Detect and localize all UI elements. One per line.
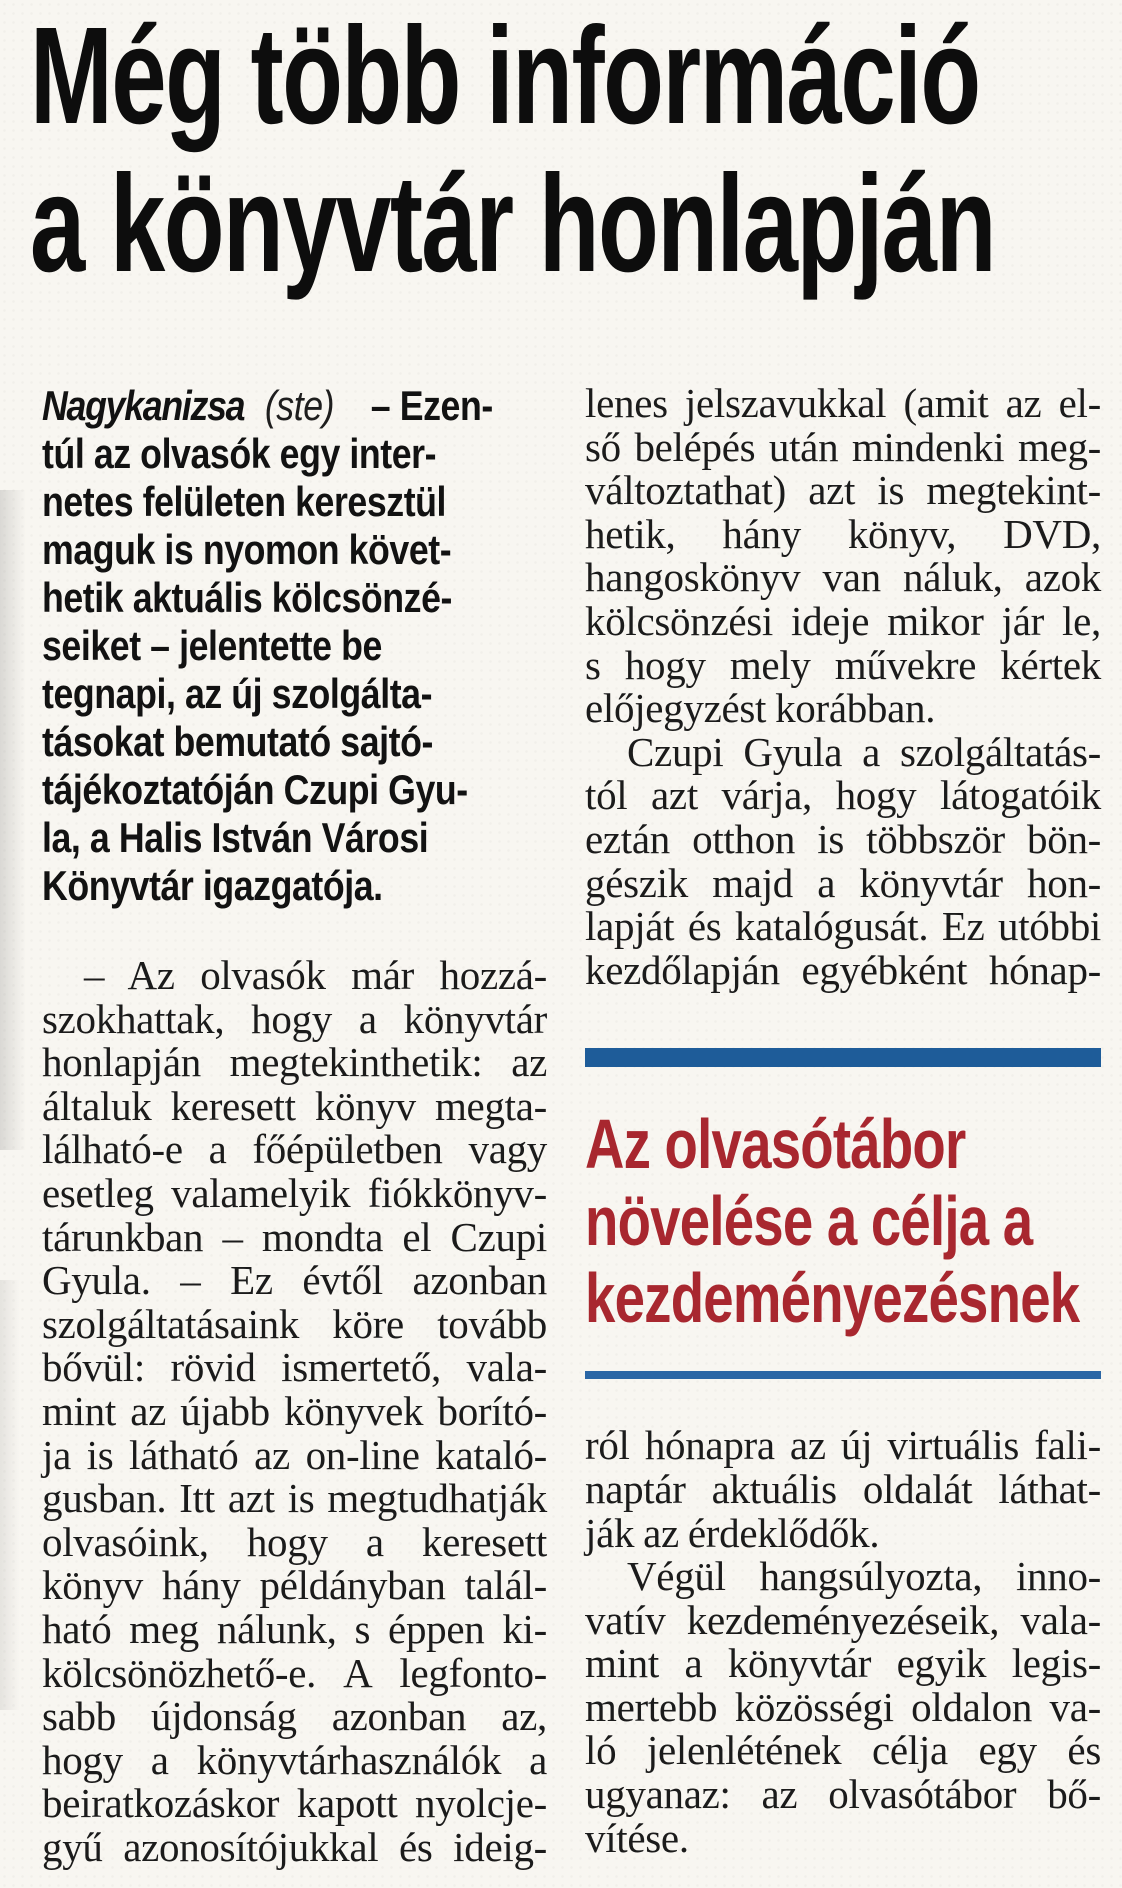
text-line: ló jelenlétének célja egy és [585, 1727, 1101, 1774]
text-line: túl az olvasók egy inter- [42, 430, 437, 477]
text-line: mint az újabb könyvek borító- [42, 1387, 547, 1434]
text-line: naptár aktuális oldalát láthat- [585, 1465, 1101, 1512]
text-line: növelése a célja a [585, 1182, 1033, 1261]
paragraph-calendar [585, 1424, 1101, 1555]
text-line: kölcsönzési ideje mikor jár le, [585, 597, 1101, 644]
column-right [585, 382, 1101, 1860]
text-line: – Az olvasók már hozzá- [84, 952, 547, 998]
text-line: tól azt várja, hogy látogatóik [585, 772, 1101, 819]
text-line: Könyvtár igazgatója. [42, 862, 383, 909]
text-line: hetik, hány könyv, DVD, [585, 510, 1101, 557]
lead-lines [42, 430, 549, 910]
headline-line-2: a könyvtár honlapján [30, 147, 996, 301]
text-line: tegnapi, az új szolgálta- [42, 670, 433, 717]
headline-line-1: Még több információ [30, 0, 980, 153]
paragraph-closing [585, 1555, 1101, 1860]
text-line: előjegyzést korábban. [585, 685, 936, 732]
byline-initials: (ste) [264, 382, 335, 429]
text-line: tájékoztatóján Czupi Gyu- [42, 766, 468, 813]
headline-row [30, 0, 1122, 153]
text-line: gusban. Itt azt is megtudhatják [42, 1475, 547, 1522]
text-line: gyű azonosítójukkal és ideig- [42, 1823, 547, 1870]
text-line: hogy a könyvtárhasználók a [42, 1736, 547, 1783]
pull-quote-bottom-rule [585, 1371, 1101, 1379]
text-line: lálható-e a főépületben vagy [42, 1126, 547, 1173]
text-line: változtathat) azt is megtekint- [585, 467, 1101, 514]
text-line: szolgáltatásaink köre tovább [42, 1300, 547, 1347]
text-line: sabb újdonság azonban az, [42, 1693, 547, 1740]
column-left [42, 382, 547, 1869]
text-line: ugyanaz: az olvasótábor bő- [585, 1771, 1101, 1818]
text-line: mertebb közösségi oldalon va- [585, 1683, 1101, 1730]
text-line: esetleg valamelyik fiókkönyv- [42, 1169, 547, 1216]
paragraph-interview [42, 954, 547, 1869]
article-headline [30, 0, 1122, 304]
text-line: vítése. [585, 1814, 689, 1861]
text-line: eztán otthon is többször bön- [585, 815, 1101, 862]
text-line: lenes jelszavukkal (amit az el- [585, 380, 1101, 426]
text-line: hangoskönyv van náluk, azok [585, 554, 1101, 601]
text-line: kölcsönözhető-e. A legfonto- [42, 1649, 547, 1696]
text-line: vatív kezdeményezéseik, vala- [585, 1596, 1101, 1643]
text-line: könyv hány példányban talál- [42, 1562, 547, 1609]
text-line: mint a könyvtár egyik legis- [585, 1640, 1101, 1687]
text-line: netes felületen keresztül [42, 478, 447, 525]
scan-smudge [0, 1280, 20, 1710]
text-line: honlapján megtekinthetik: az [42, 1039, 547, 1086]
text-line: tárunkban – mondta el Czupi [42, 1213, 547, 1260]
paragraph-czupi-expectation [585, 728, 1101, 993]
text-line: ja is látható az on-line kataló- [42, 1431, 547, 1478]
paragraph-continuation [585, 382, 1101, 731]
text-line: lapját és katalógusát. Ez utóbbi [585, 903, 1101, 950]
text-line: szokhattak, hogy a könyvtár [42, 995, 547, 1042]
lead-first-line-text: – Ezen- [370, 382, 493, 429]
text-line: általuk keresett könyv megta- [42, 1082, 547, 1129]
text-line: tásokat bemutató sajtó- [42, 718, 433, 765]
headline-row [30, 147, 1122, 301]
text-line: bővül: rövid ismertető, vala- [42, 1344, 547, 1391]
text-line: Végül hangsúlyozta, inno- [627, 1553, 1101, 1600]
pull-quote-text [585, 1106, 1101, 1337]
text-line: ható meg nálunk, s éppen ki- [42, 1605, 547, 1652]
lead-paragraph [42, 382, 549, 910]
text-line: kezdeményezésnek [585, 1259, 1080, 1338]
text-line: Gyula. – Ez évtől azonban [42, 1257, 547, 1304]
dateline [42, 382, 549, 430]
text-line: maguk is nyomon követ- [42, 526, 452, 573]
text-line: ról hónapra az új virtuális fali- [585, 1422, 1101, 1469]
text-line: Az olvasótábor [585, 1105, 966, 1184]
pull-quote [585, 1048, 1101, 1379]
dateline-location: Nagykanizsa [42, 382, 245, 429]
text-line: beiratkozáskor kapott nyolcje- [42, 1780, 547, 1827]
text-line: gészik majd a könyvtár hon- [585, 859, 1101, 906]
scan-smudge [0, 490, 26, 1150]
text-line: ső belépés után mindenki meg- [585, 423, 1101, 470]
text-line: s hogy mely művekre kértek [585, 641, 1101, 688]
pull-quote-top-rule [585, 1048, 1101, 1067]
text-line: seiket – jelentette be [42, 622, 382, 669]
text-line: kezdőlapján egyébként hónap- [585, 946, 1101, 993]
text-line: la, a Halis István Városi [42, 814, 429, 861]
text-line: hetik aktuális kölcsönzé- [42, 574, 452, 621]
text-line: olvasóink, hogy a keresett [42, 1518, 547, 1565]
text-line: ják az érdeklődők. [585, 1509, 880, 1556]
text-line: Czupi Gyula a szolgáltatás- [627, 728, 1101, 775]
